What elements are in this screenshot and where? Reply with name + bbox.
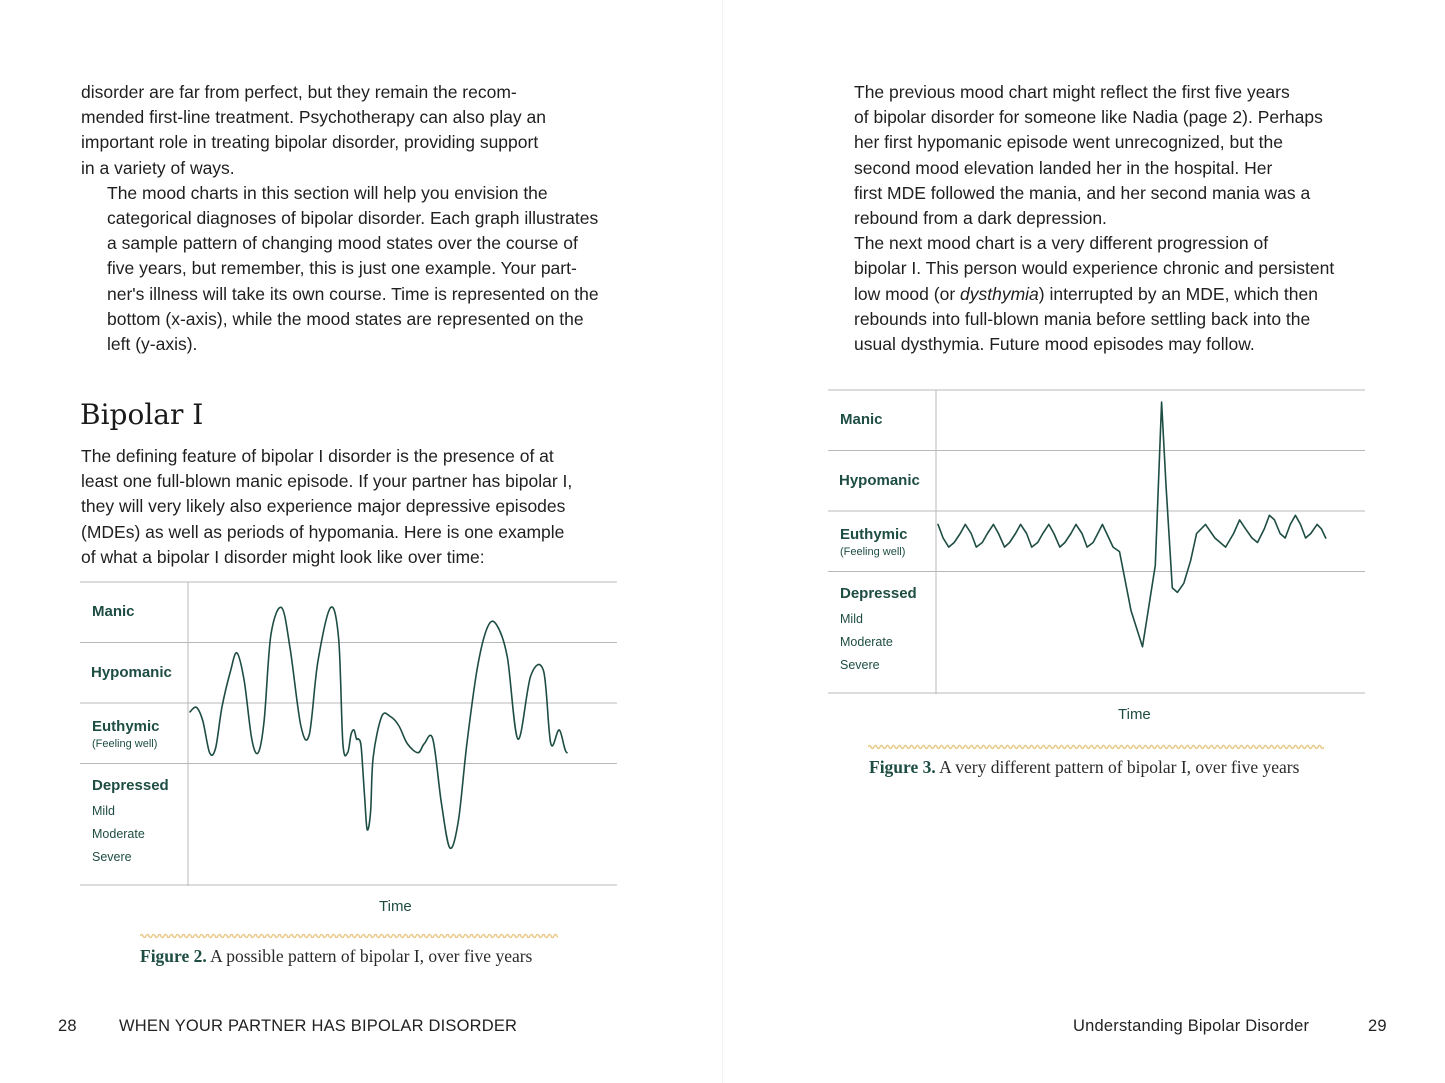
- figure-3-plot: [828, 390, 1365, 694]
- figure-2-caption: [140, 946, 532, 967]
- text-segment: The next mood chart is a very different progression of: [854, 233, 1269, 254]
- text-line: left (y-axis).: [107, 334, 198, 355]
- left-running-head: WHEN YOUR PARTNER HAS BIPOLAR DISORDER: [119, 1017, 518, 1035]
- text-line: rebound from a dark depression.: [854, 208, 1107, 229]
- figure-2-x-axis-label: Time: [379, 898, 412, 915]
- text-line: of bipolar disorder for someone like Nadia (page 2). Perhaps: [854, 107, 1323, 128]
- figure-3-wavy-divider: [868, 743, 1324, 751]
- text-line: a sample pattern of changing mood states over the course of: [107, 233, 578, 254]
- figure-3-number: Figure 3.: [869, 757, 936, 777]
- text-line: second mood elevation landed her in the hospital. Her: [854, 157, 1273, 178]
- figure-2-number: Figure 2.: [140, 946, 207, 966]
- text-line: they will very likely also experience major depressive episodes: [81, 496, 566, 517]
- right-paragraph-1: [828, 80, 1373, 231]
- right-page-number: 29: [1368, 1017, 1387, 1035]
- figure-2-moderate-label: Moderate: [92, 827, 145, 841]
- figure-3-euthymic-label: Euthymic: [840, 526, 908, 543]
- right-paragraph-2: [828, 231, 1373, 357]
- text-line: [828, 307, 1373, 332]
- right-page: [722, 0, 1445, 1083]
- left-intro-paragraph: [81, 181, 626, 357]
- left-intro-paragraph: [81, 80, 626, 181]
- text-line: her first hypomanic episode went unrecognized, but the: [854, 132, 1284, 153]
- figure-2-severe-label: Severe: [92, 850, 132, 864]
- text-line: in a variety of ways.: [81, 157, 235, 178]
- figure-3-caption-text: A very different pattern of bipolar I, over five years: [935, 757, 1300, 777]
- text-line: categorical diagnoses of bipolar disorder. Each graph illustrates: [107, 208, 599, 229]
- figure-3-mild-label: Mild: [840, 612, 863, 626]
- figure-2-mood-line: [190, 607, 567, 848]
- figure-2-feeling-well-label: (Feeling well): [92, 738, 158, 750]
- figure-2-caption-text: A possible pattern of bipolar I, over five years: [206, 946, 533, 966]
- figure-2-mood-chart: [80, 582, 617, 886]
- figure-3-manic-label: Manic: [840, 411, 883, 428]
- text-line: [828, 256, 1373, 281]
- figure-3-x-axis-label: Time: [1118, 706, 1151, 723]
- text-segment: rebounds into full-blown mania before settling back into the: [854, 308, 1311, 329]
- figure-3-hypomanic-label: Hypomanic: [839, 472, 920, 489]
- left-page: [0, 0, 722, 1083]
- figure-2-euthymic-label: Euthymic: [92, 718, 160, 735]
- text-line: [828, 332, 1373, 357]
- figure-2-wavy-divider: [140, 932, 558, 940]
- text-line: least one full-blown manic episode. If your partner has bipolar I,: [81, 471, 573, 492]
- figure-3-depressed-label: Depressed: [840, 585, 917, 602]
- right-intro-text: [828, 80, 1373, 357]
- text-line: [828, 231, 1373, 256]
- text-segment: usual dysthymia. Future mood episodes may follow.: [854, 334, 1255, 355]
- text-line: bottom (x-axis), while the mood states are represented on the: [107, 308, 584, 329]
- text-line: (MDEs) as well as periods of hypomania. Here is one example: [81, 521, 565, 542]
- figure-2-depressed-label: Depressed: [92, 777, 169, 794]
- figure-2-hypomanic-label: Hypomanic: [91, 664, 172, 681]
- text-segment: ) interrupted by an MDE, which then: [1038, 283, 1318, 304]
- text-line: disorder are far from perfect, but they remain the recom-: [81, 82, 517, 102]
- text-line: [828, 282, 1373, 307]
- figure-3-severe-label: Severe: [840, 658, 880, 672]
- text-line: ner's illness will take its own course. Time is represented on the: [107, 283, 599, 304]
- left-intro-text: [81, 80, 626, 357]
- figure-3-mood-chart: [828, 390, 1365, 694]
- text-line: important role in treating bipolar disorder, providing support: [81, 132, 539, 153]
- text-line: The previous mood chart might reflect the first five years: [854, 82, 1290, 102]
- figure-3-caption: [869, 757, 1299, 778]
- text-line: five years, but remember, this is just one example. Your part-: [107, 258, 577, 279]
- text-segment: bipolar I. This person would experience chronic and persistent: [854, 258, 1335, 279]
- text-line: mended first-line treatment. Psychotherapy can also play an: [81, 107, 546, 128]
- figure-3-mood-line: [938, 402, 1326, 647]
- text-segment: low mood (or: [854, 283, 961, 304]
- left-page-number: 28: [58, 1017, 77, 1035]
- text-line: first MDE followed the mania, and her second mania was a: [854, 182, 1311, 203]
- figure-3-moderate-label: Moderate: [840, 635, 893, 649]
- bipolar-i-description: [81, 444, 626, 570]
- figure-2-mild-label: Mild: [92, 804, 115, 818]
- bipolar-i-paragraph: [81, 444, 626, 570]
- figure-3-feeling-well-label: (Feeling well): [840, 546, 906, 558]
- section-heading-bipolar-i: Bipolar I: [80, 398, 204, 431]
- figure-2-manic-label: Manic: [92, 603, 135, 620]
- right-running-head: Understanding Bipolar Disorder: [1073, 1017, 1310, 1035]
- text-line: of what a bipolar I disorder might look like over time:: [81, 546, 485, 567]
- figure-2-plot: [80, 582, 617, 886]
- text-line: The mood charts in this section will help you envision the: [107, 182, 548, 203]
- italic-term-dysthymia: dysthymia: [960, 283, 1039, 304]
- text-line: The defining feature of bipolar I disorder is the presence of at: [81, 446, 554, 466]
